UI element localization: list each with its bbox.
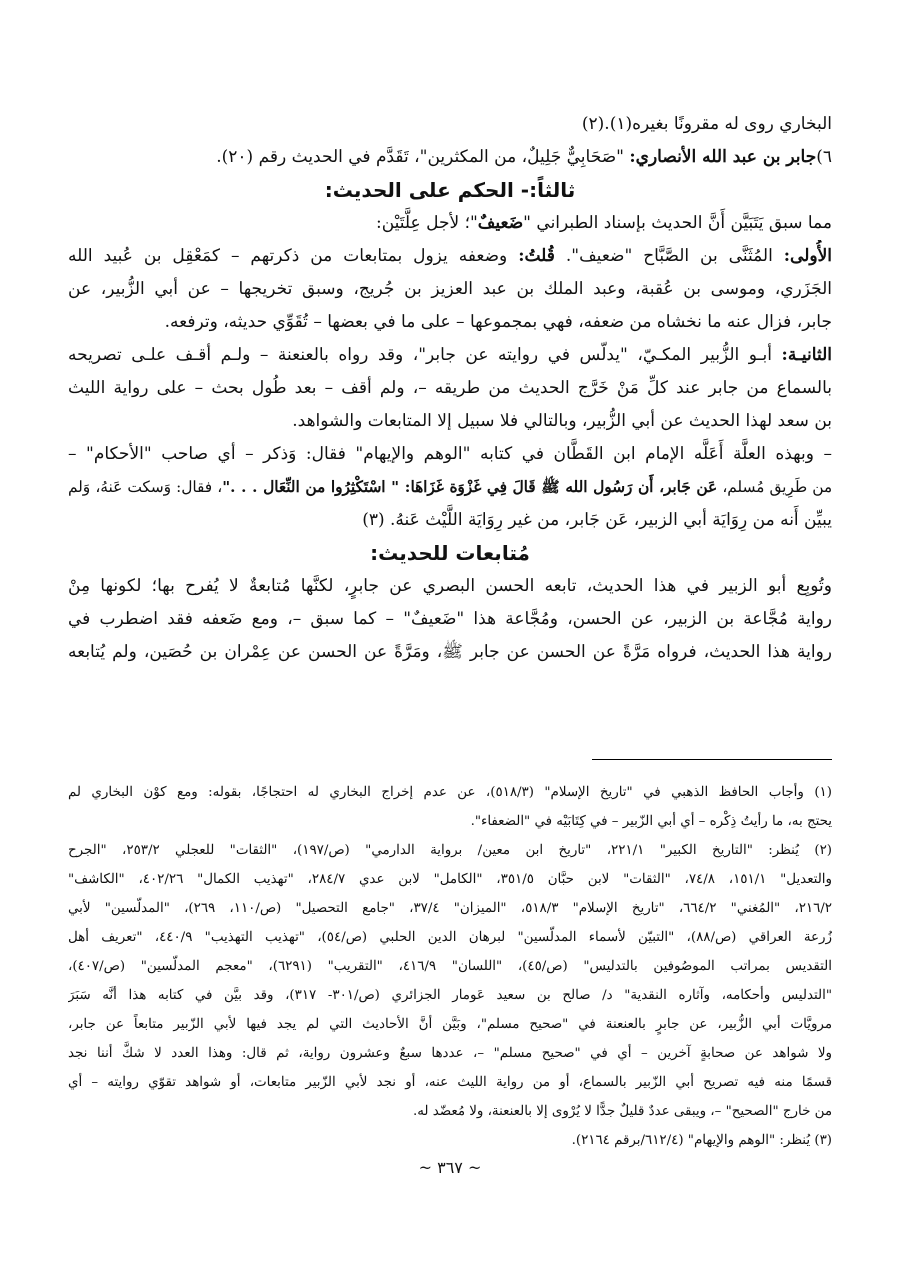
footnote-separator bbox=[592, 759, 832, 760]
text-line: يبيِّن أَنه من رِوَايَة أبي الزبير، عَن جَابر، من غير رِوَايَة اللَّيْث عَنهُ. (٣) bbox=[362, 510, 832, 530]
text-span: وضعفه يزول بمتابعات من ذكرتهم – كمَعْقِل بن عُبيد الله bbox=[68, 246, 519, 266]
text-line bbox=[68, 207, 832, 240]
footnote-line: ولا شواهد عن صحابةٍ آخرين – أي في "صحيح مسلم" –، عددها سبعٌ وعشرون رواية، ثم قال: وهذا العدد لا شكَّ أننا نجد bbox=[68, 1046, 832, 1061]
text-line: وتُوبِع أبو الزبير في هذا الحديث، تابعه الحسن البصري عن جابرٍ، لكنَّها مُتابعةٌ لا يُفرح بها؛ لكونها مِنْ bbox=[68, 576, 832, 596]
footnote-line: "التدليس وأحكامه، وآثاره النقدية" د/ صالح بن سعيد عَومار الجزائري (ص/٣٠١- ٣١٧)، وقد بيَّن في كتابه هذا أنَّه سَبَرَ bbox=[68, 988, 832, 1003]
text-line bbox=[68, 240, 832, 273]
second-cause-label: الثانيـة: bbox=[781, 345, 832, 365]
text-span: المُثَنَّى بن الصَّبَّاح "ضعيف". bbox=[554, 246, 784, 266]
entry-number: ٦) bbox=[816, 147, 832, 167]
text-span: أبـو الزُّبير المكـيّ، "يدلّس في روايته عن جابر"، وقد رواه بالعنعنة – ولـم أقـف علـى تصريحه bbox=[68, 345, 782, 365]
footnote-line: يحتج به، ما رأيتُ ذِكْره – أي أبي الزّبير – في كِتَابَيْه في "الضعفاء". bbox=[470, 814, 832, 829]
heading-colon: : bbox=[370, 541, 379, 565]
footnote-line: من خارج "الصحيح" –، ويبقى عددٌ قليلٌ جدًّا لا يُرْوى إلا بالعنعنة، ولا مُعضّد له. bbox=[412, 1104, 832, 1119]
text-span: "؛ لأجل عِلَّتَيْن: bbox=[375, 213, 478, 233]
footnotes bbox=[68, 778, 832, 1155]
footnote-line: قسمًا منه فيه تصريح أبي الزّبير بالسماع، أو من رواية الليث عنه، أو نجد لأبي الزّبير متابعات، أو شواهد تقوّي روايته – أي bbox=[68, 1075, 832, 1090]
text-line: بالسماع من جابر عند كلِّ مَنْ خَرَّج الحديث من طريقه –، ولم أقف – بعد طُول بحث – على رواية الليث bbox=[68, 378, 832, 398]
heading-ordinal: ثالثاً bbox=[537, 178, 576, 202]
footnote-line: (٣) يُنظر: "الوهم والإيهام" (٦١٢/٤/برقم ٢١٦٤). bbox=[571, 1133, 832, 1148]
page-number: ~ ٣٦٧ ~ bbox=[418, 1158, 482, 1177]
ruling-word: ضَعيفٌ bbox=[477, 213, 524, 233]
text-line: رواية هذا الحديث، فرواه مَرَّةً عن الحسن عن جابر ﷺ، ومَرَّةً عن الحسن عن عِمْران بن حُصَين، ولم يُتابعه bbox=[68, 642, 832, 662]
footnote-line: (٢) يُنظر: "التاريخ الكبير" ٢٢١/١، "تاريخ ابن معين/ برواية الدارمي" (ص/١٩٧)، "الثقات" للعجلي ٢٥٣/٢، "الجرح bbox=[68, 843, 832, 858]
narrator-name: جابر بن عبد الله الأنصاري: bbox=[629, 147, 817, 167]
footnote-line: زُرعة العراقي (ص/٨٨)، "التبيّن لأسماء المدلّسين" لبرهان الدين الحلبي (ص/٥٤)، "تهذيب التهذيب" ٤٤٠/٩، "تعريف أهل bbox=[68, 930, 832, 945]
text-line: البخاري روى له مقرونًا بغيره(١).(٢) bbox=[581, 114, 832, 134]
footnote-line: (١) وأجاب الحافظ الذهبي في "تاريخ الإسلام" (٥١٨/٣)، عن عدم إخراج البخاري له احتجاجًا، بقوله: ومع كوْن البخاري لم bbox=[68, 785, 832, 800]
text-line: رواية مُجَّاعة بن الزبير، عن الحسن، ومُجَّاعة هذا "ضَعيفٌ" – كما سبق –، ومع ضَعفه فقد اضطرب في bbox=[68, 609, 832, 629]
first-cause-label: الأُولى: bbox=[783, 246, 832, 266]
text-line: الجَزَري، وموسى بن عُقبة، وعبد الملك بن عبد العزيز بن جُريج، وسبق تخريجها – عن أبي الزُّبير، عن bbox=[68, 279, 832, 299]
main-text bbox=[68, 108, 832, 669]
footnote-line: والتعديل" ١٥١/١، ٧٤/٨، "الثقات" لابن حبَّان ٣٥١/٥، "الكامل" لابن عدي ٢٨٤/٧، "تهذيب الكمال" ٤٠٢/٢٦، "الكاشف" bbox=[68, 872, 832, 887]
heading-title: :- الحكم على الحديث: bbox=[324, 178, 538, 202]
text-span: من طَرِيق مُسلم، bbox=[717, 478, 832, 496]
text-line: بن سعد لهذا الحديث عن أبي الزُّبير، وبالتالي فلا سبيل إلا المتابعات والشواهد. bbox=[292, 411, 832, 431]
footnote-line: ٢١٦/٢، "المُغني" ٦٦٤/٢، "تاريخ الإسلام" ٥١٨/٣، "الميزان" ٣٧/٤، "جامع التحصيل" (ص/١١٠، ٢٦٩)، "المدلّسين" لأبي bbox=[68, 901, 832, 916]
text-line bbox=[68, 471, 832, 504]
heading-title: مُتابعات للحديث bbox=[378, 541, 530, 565]
text-span: ، فقال: وَسكت عَنهُ، وَلم bbox=[68, 478, 223, 496]
narrator-entry bbox=[68, 141, 832, 174]
text-span: مما سبق يَتَبَيَّن أَنَّ الحديث بإسناد الطبراني " bbox=[523, 213, 832, 233]
hadith-quote: عَن جَابر، أَن رَسُول الله ﷺ قَالَ فِي غَزْوَة غَزَاهَا: " اسْتَكْثِرُوا من النِّعَال . . ." bbox=[222, 478, 718, 496]
footnote-line: مرويَّات أبي الزُّبير، عن جابرٍ بالعنعنة في "صحيح مسلم"، وبَيَّن أنَّ الأحاديث التي لم يجد فيها لأبي الزّبير متابعاً عن جابر، bbox=[68, 1017, 832, 1032]
narrator-description: "صَحَابِيٌّ جَلِيلٌ، من المكثرين"، تَقَدَّم في الحديث رقم (٢٠). bbox=[216, 147, 624, 167]
text-line: جابر، فزال عنه ما نخشاه من ضعفه، فهي بمجموعها – على ما في بعضها – تُقَوِّي حديثه، وترفعه. bbox=[164, 312, 832, 332]
section-heading-followups bbox=[68, 537, 832, 570]
qult-label: قُلتُ: bbox=[518, 246, 555, 266]
section-heading-ruling bbox=[68, 174, 832, 207]
footnote-line: التقديس بمراتب الموصُوفين بالتدليس" (ص/٤٥)، "اللسان" ٤١٦/٩، "التقريب" (٦٢٩١)، "معجم المدلّسين" (ص/٤٠٧)، bbox=[68, 959, 832, 974]
text-line: – وبهذه العلَّة أَعَلَّه الإمام ابن القَطَّان في كتابه "الوهم والإيهام" فقال: وَذكر – أي صاحب "الأحكام" – bbox=[68, 444, 832, 464]
text-line bbox=[68, 339, 832, 372]
